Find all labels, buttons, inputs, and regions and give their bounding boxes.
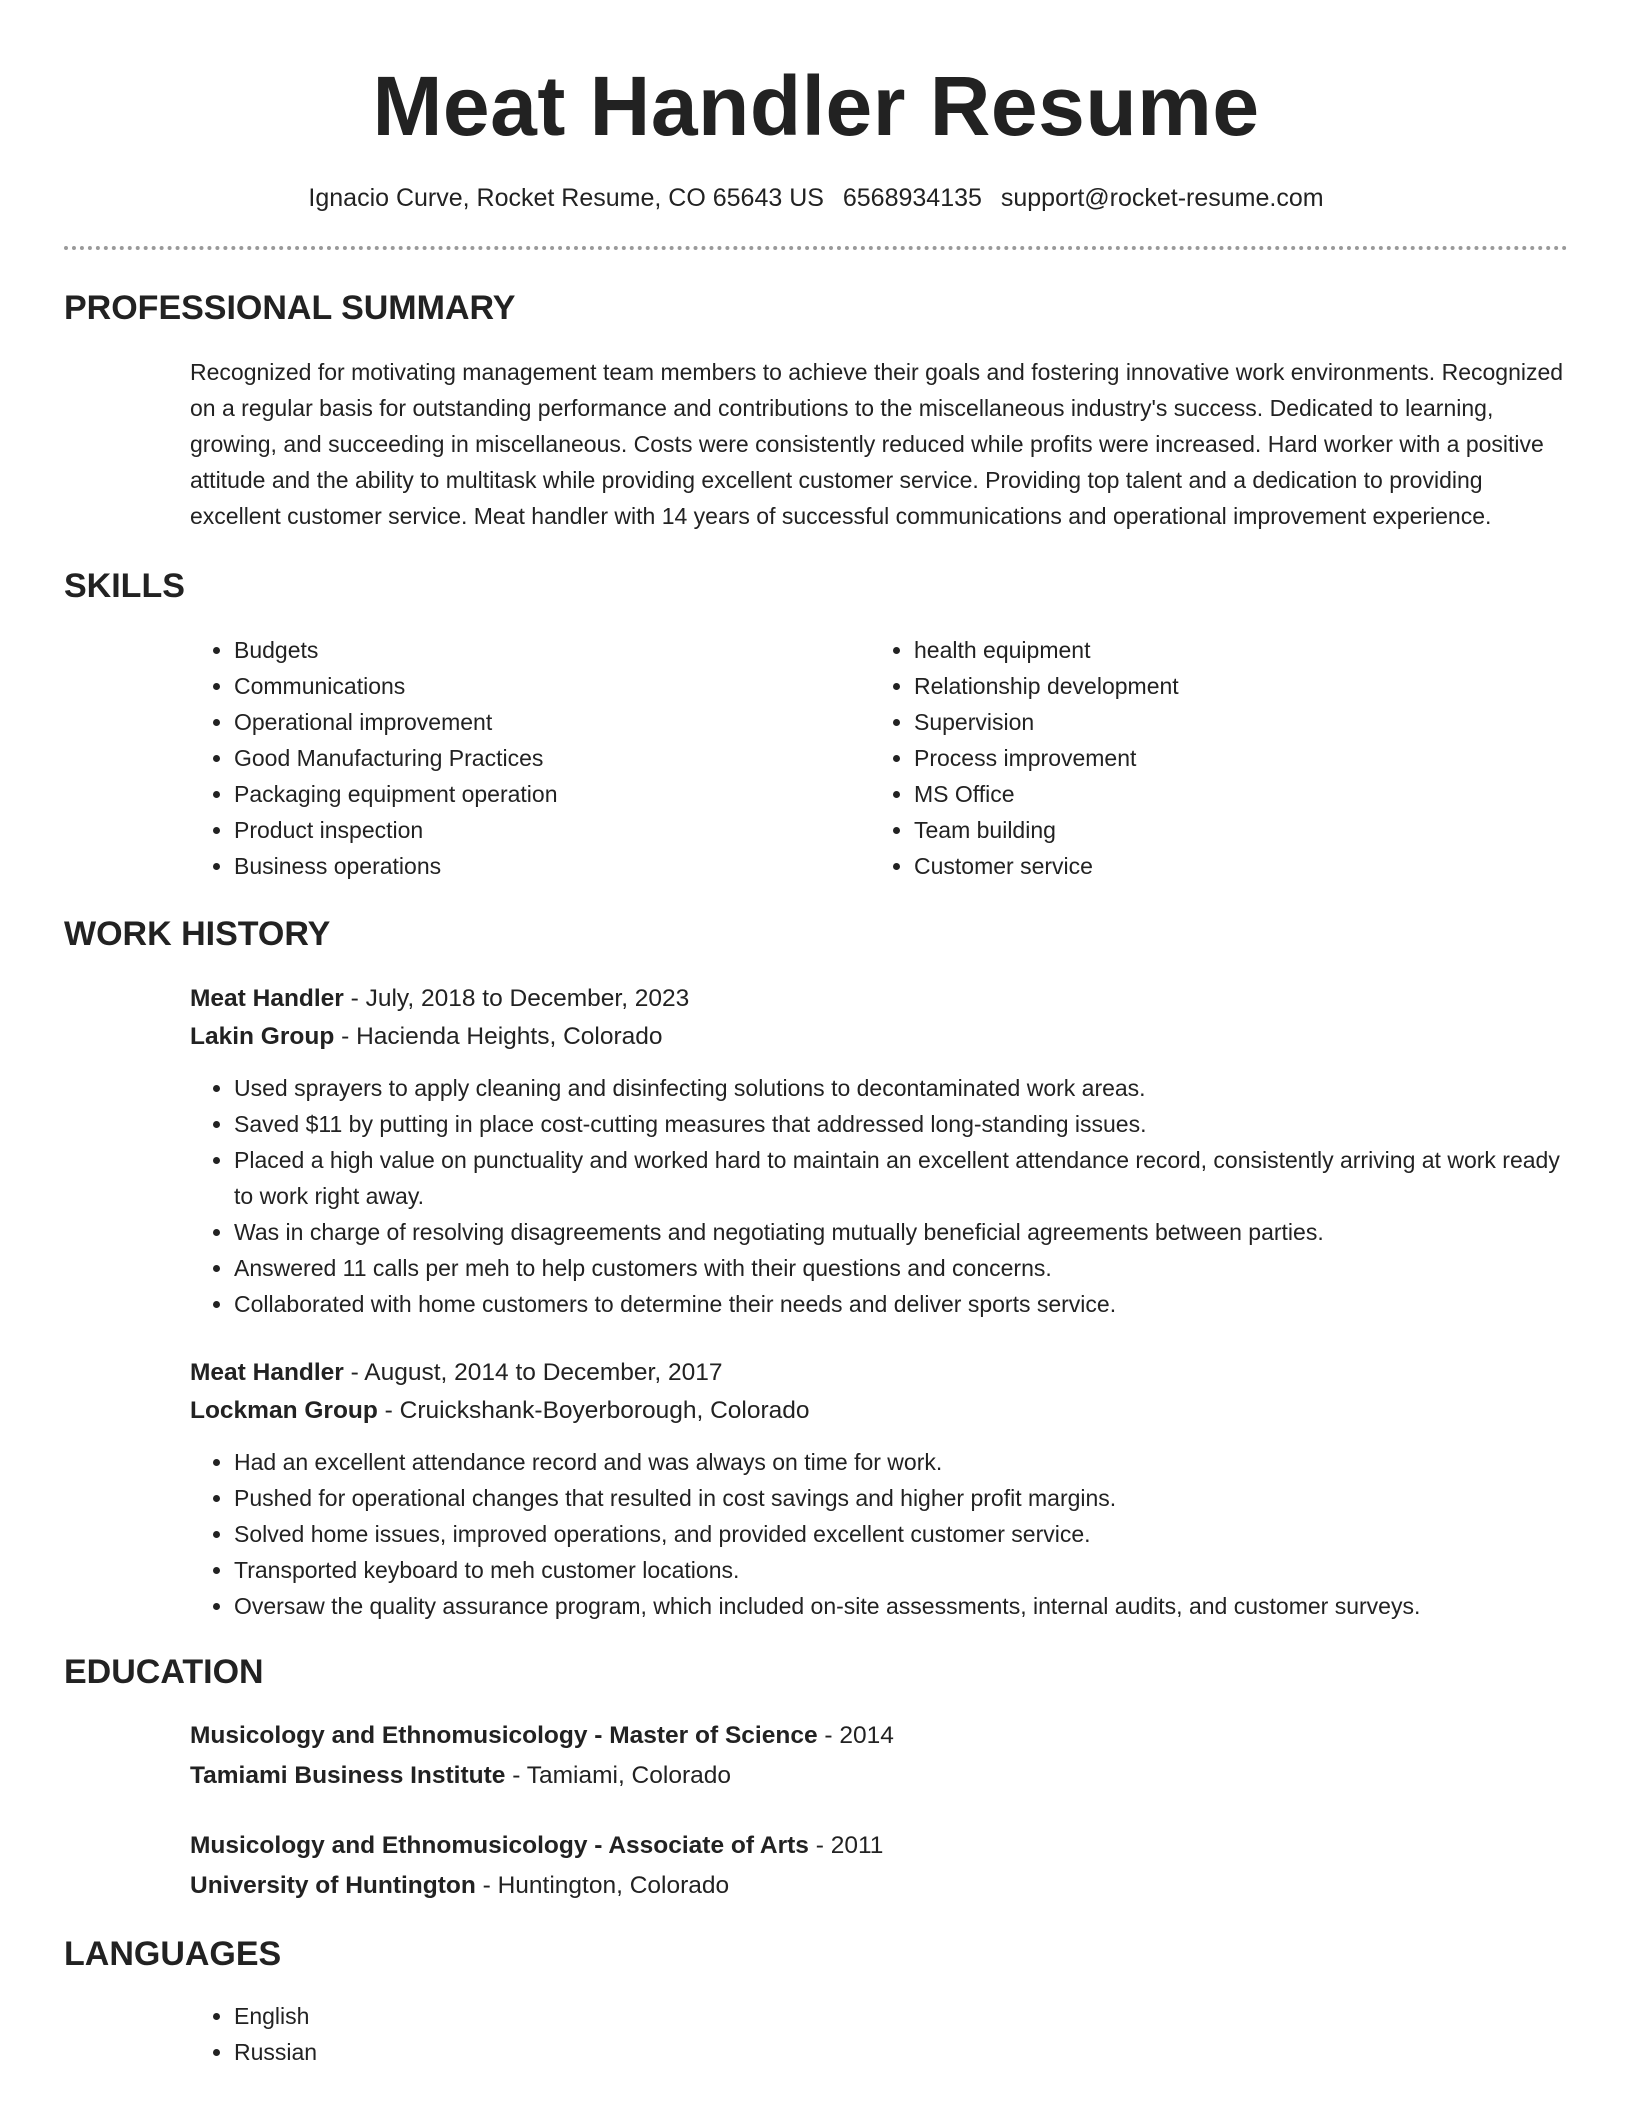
work-history-heading: WORK HISTORY	[64, 915, 331, 953]
summary-text: Recognized for motivating management team members to achieve their goals and fostering innovative work environments. Recognized on a regular basis for outstanding performance and contributions to the miscellaneous industry's success. Dedicated to learning, growing, and succeeding in miscellaneous. Costs were consistently reduced while profits were increased. Hard worker with a positive attitude and the ability to multitask while providing excellent customer service. Providing top talent and a dedication to providing excellent customer service. Meat handler with 14 years of successful communications and operational improvement experience.	[190, 359, 1564, 529]
header-divider	[64, 246, 1568, 250]
skill-item: • Supervision	[914, 704, 1550, 740]
education-degree-line	[190, 1716, 1568, 1756]
job-duty: • Had an excellent attendance record and was always on time for work.	[234, 1444, 1568, 1480]
job-duties	[190, 1444, 1568, 1624]
education-school-line	[190, 1756, 1568, 1796]
resume-title: Meat Handler Resume	[372, 59, 1260, 153]
job-duty: • Collaborated with home customers to determine their needs and deliver sports service.	[234, 1286, 1568, 1322]
education-location: - Tamiami, Colorado	[505, 1762, 731, 1789]
job-company: Lockman Group	[190, 1397, 378, 1424]
job-dates: - August, 2014 to December, 2017	[343, 1359, 723, 1386]
skill-item: • Communications	[234, 668, 870, 704]
language-item: • Russian	[234, 2034, 1568, 2070]
skills-list	[190, 632, 1568, 884]
job-duty: • Answered 11 calls per meh to help customers with their questions and concerns.	[234, 1250, 1568, 1286]
contact-email: support@rocket-resume.com	[1000, 184, 1324, 212]
job-duty: • Saved $11 by putting in place cost-cutting measures that addressed long-standing issues.	[234, 1106, 1568, 1142]
job-company-line	[190, 1018, 1568, 1056]
contact-line	[0, 182, 1632, 214]
job-duty: • Transported keyboard to meh customer locations.	[234, 1552, 1568, 1588]
job-location: - Cruickshank-Boyerborough, Colorado	[377, 1397, 810, 1424]
languages-heading: LANGUAGES	[64, 1935, 282, 1973]
contact-address: Ignacio Curve, Rocket Resume, CO 65643 US	[308, 184, 824, 212]
skill-item: • Customer service	[914, 848, 1550, 884]
job-duty: • Oversaw the quality assurance program, which included on-site assessments, internal audits, and customer surveys.	[234, 1588, 1568, 1624]
job-entry	[190, 980, 1568, 1322]
skill-item: • MS Office	[914, 776, 1550, 812]
education-year: - 2014	[817, 1722, 894, 1749]
job-duty: • Solved home issues, improved operations, and provided excellent customer service.	[234, 1516, 1568, 1552]
education-school: University of Huntington	[190, 1872, 476, 1899]
summary-heading: PROFESSIONAL SUMMARY	[64, 289, 516, 327]
education-degree: Musicology and Ethnomusicology - Master of Science	[190, 1722, 818, 1749]
education-school: Tamiami Business Institute	[190, 1762, 506, 1789]
job-company-line	[190, 1392, 1568, 1430]
job-duty: • Placed a high value on punctuality and worked hard to maintain an excellent attendance record, consistently arriving at work ready to work right away.	[234, 1142, 1568, 1214]
languages-list	[190, 1998, 1568, 2070]
skill-item: • Business operations	[234, 848, 870, 884]
skill-item: • Process improvement	[914, 740, 1550, 776]
job-company: Lakin Group	[190, 1023, 335, 1050]
skills-column-right	[870, 632, 1550, 884]
skills-column-left	[190, 632, 870, 884]
contact-phone: 6568934135	[842, 184, 982, 212]
education-entry	[190, 1826, 1568, 1906]
job-entry	[190, 1354, 1568, 1624]
job-title: Meat Handler	[190, 985, 344, 1012]
education-degree-line	[190, 1826, 1568, 1866]
language-item: • English	[234, 1998, 1568, 2034]
skill-item: • Packaging equipment operation	[234, 776, 870, 812]
skill-item: • Good Manufacturing Practices	[234, 740, 870, 776]
job-duty: • Used sprayers to apply cleaning and disinfecting solutions to decontaminated work areas.	[234, 1070, 1568, 1106]
job-duty: • Was in charge of resolving disagreements and negotiating mutually beneficial agreements between parties.	[234, 1214, 1568, 1250]
job-title: Meat Handler	[190, 1359, 344, 1386]
education-degree: Musicology and Ethnomusicology - Associate of Arts	[190, 1832, 809, 1859]
education-year: - 2011	[808, 1832, 884, 1859]
job-location: - Hacienda Heights, Colorado	[334, 1023, 663, 1050]
job-title-line	[190, 1354, 1568, 1392]
education-heading: EDUCATION	[64, 1653, 264, 1691]
skill-item: • health equipment	[914, 632, 1550, 668]
skill-item: • Relationship development	[914, 668, 1550, 704]
job-duties	[190, 1070, 1568, 1322]
job-dates: - July, 2018 to December, 2023	[343, 985, 690, 1012]
skill-item: • Operational improvement	[234, 704, 870, 740]
skill-item: • Product inspection	[234, 812, 870, 848]
skill-item: • Team building	[914, 812, 1550, 848]
education-location: - Huntington, Colorado	[475, 1872, 730, 1899]
education-school-line	[190, 1866, 1568, 1906]
skills-heading: SKILLS	[64, 567, 185, 605]
skill-item: • Budgets	[234, 632, 870, 668]
job-duty: • Pushed for operational changes that resulted in cost savings and higher profit margins.	[234, 1480, 1568, 1516]
job-title-line	[190, 980, 1568, 1018]
education-entry	[190, 1716, 1568, 1796]
